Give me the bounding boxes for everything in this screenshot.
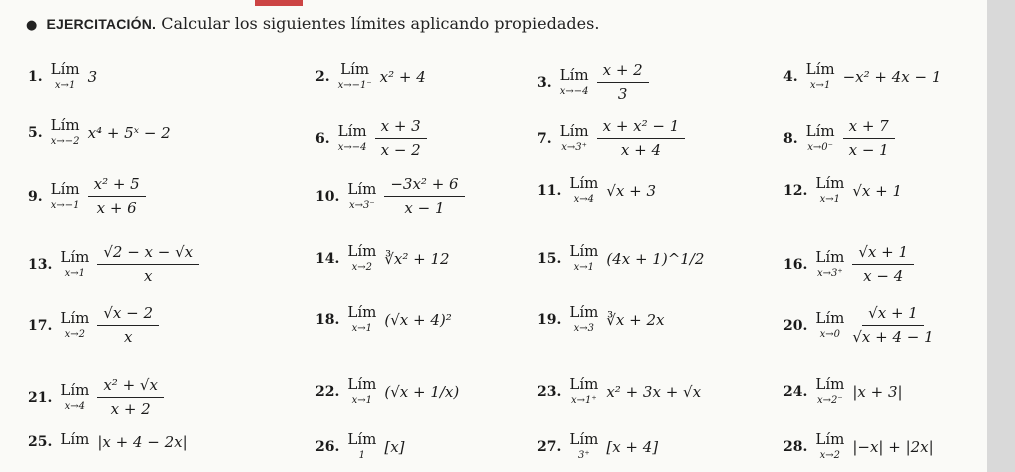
limit-subscript: x→3⁻: [349, 200, 375, 212]
limit-subscript: x→−4: [337, 142, 367, 154]
exercise-item: [28, 244, 199, 286]
fraction: [597, 62, 649, 104]
denominator: x + 6: [96, 199, 137, 218]
header-title: EJERCITACIÓN.: [46, 16, 157, 32]
exercise-item: [28, 377, 164, 419]
limit-operator: [806, 124, 835, 153]
limit-operator: [60, 250, 89, 279]
fraction: [384, 176, 464, 218]
limit-subscript: x→3: [573, 323, 595, 334]
bullet-icon: ●: [26, 18, 38, 33]
fraction: [852, 305, 933, 347]
exercise-number: 9.: [28, 188, 43, 205]
limit-subscript: x→−2: [50, 136, 80, 147]
limit-expression: [x]: [384, 437, 405, 456]
limit-word: Lím: [815, 430, 845, 448]
fraction: [97, 244, 199, 286]
limit-expression: x² + 4: [379, 67, 426, 86]
exercise-item: [783, 305, 934, 347]
exercise-number: 23.: [537, 383, 562, 400]
limit-word: Lím: [815, 174, 845, 192]
limit-word: Lím: [347, 180, 377, 199]
limit-subscript: 3⁺: [578, 450, 590, 461]
limit-subscript: x→4: [573, 194, 595, 205]
exercise-header: [26, 14, 599, 33]
denominator: √x + 4 − 1: [852, 328, 934, 347]
limit-word: Lím: [337, 122, 367, 141]
limit-expression: (√x + 4)²: [384, 310, 452, 329]
limit-subscript: 1: [358, 450, 366, 461]
limit-operator: [347, 182, 376, 211]
limit-subscript: x→3⁺: [561, 142, 587, 154]
exercise-number: 5.: [28, 124, 43, 141]
limit-operator: [347, 377, 376, 406]
exercise-item: [783, 432, 934, 461]
limit-expression: x² + 3x + √x: [606, 382, 702, 401]
exercise-item: [537, 62, 649, 104]
exercise-item: [537, 377, 701, 406]
numerator: x² + √x: [97, 377, 164, 398]
exercise-item: [537, 432, 658, 461]
numerator: −3x² + 6: [384, 176, 464, 197]
limit-expression: √x + 3: [606, 181, 657, 200]
limit-subscript: x→1: [809, 80, 831, 91]
exercise-item: [315, 432, 405, 461]
numerator: x² + 5: [88, 176, 146, 197]
limit-operator: [347, 432, 376, 461]
top-red-mark: [255, 0, 303, 6]
limit-operator: [60, 432, 89, 451]
exercise-item: [315, 305, 452, 334]
limit-word: Lím: [50, 116, 80, 134]
exercise-item: [315, 118, 427, 160]
exercise-number: 26.: [315, 438, 340, 455]
exercise-item: [783, 244, 914, 286]
numerator: √x − 2: [97, 305, 159, 326]
limit-subscript: x→−1: [50, 200, 80, 212]
denominator: x + 2: [110, 400, 151, 419]
fraction: [375, 118, 427, 160]
limit-expression: 3: [87, 67, 98, 86]
limit-operator: [560, 68, 589, 97]
limit-operator: [338, 62, 372, 91]
limit-word: Lím: [815, 248, 845, 267]
limit-word: Lím: [805, 122, 835, 141]
limit-operator: [560, 124, 589, 153]
exercise-number: 13.: [28, 256, 53, 273]
limit-expression: x⁴ + 5ˣ − 2: [87, 123, 171, 142]
limit-word: Lím: [559, 66, 589, 85]
limit-word: Lím: [569, 242, 599, 260]
limit-expression: ∛x + 2x: [606, 310, 665, 329]
limit-word: Lím: [50, 180, 80, 199]
exercise-item: [783, 176, 902, 205]
limit-subscript: x→1: [573, 262, 595, 273]
exercise-item: [537, 305, 664, 334]
limit-operator: [51, 62, 80, 91]
limit-operator: [815, 432, 844, 461]
fraction: [843, 118, 895, 160]
limit-word: Lím: [569, 174, 599, 192]
limit-word: Lím: [347, 242, 377, 260]
denominator: x + 4: [620, 141, 661, 160]
limit-expression: |−x| + |2x|: [852, 437, 934, 456]
limit-subscript: x→2: [819, 450, 841, 461]
denominator: x − 1: [404, 199, 445, 218]
exercise-number: 27.: [537, 438, 562, 455]
limit-expression: −x² + 4x − 1: [842, 67, 942, 86]
numerator: x + 7: [843, 118, 895, 139]
exercise-number: 19.: [537, 311, 562, 328]
limit-operator: [815, 250, 844, 279]
exercise-item: [28, 176, 146, 218]
limit-subscript: x→1: [351, 323, 373, 334]
exercise-number: 21.: [28, 389, 53, 406]
exercise-number: 17.: [28, 317, 53, 334]
exercise-number: 10.: [315, 188, 340, 205]
denominator: x − 2: [380, 141, 421, 160]
limit-expression: |x + 3|: [852, 382, 903, 401]
limit-word: Lím: [340, 60, 370, 78]
limit-expression: (4x + 1)^1/2: [606, 249, 705, 268]
limit-word: Lím: [815, 309, 845, 328]
limit-expression: ∛x² + 12: [384, 249, 450, 268]
limit-expression: √x + 1: [852, 181, 903, 200]
fraction: [97, 305, 159, 347]
limit-subscript: x→3⁺: [817, 268, 843, 280]
limit-expression: (√x + 1/x): [384, 382, 460, 401]
fraction: [852, 244, 914, 286]
fraction: [597, 118, 686, 160]
limit-word: Lím: [60, 248, 90, 267]
limit-subscript: x→1: [819, 194, 841, 205]
limit-operator: [569, 244, 598, 273]
limit-operator: [806, 62, 835, 91]
limit-operator: [569, 432, 598, 461]
exercise-item: [315, 176, 465, 218]
limit-subscript: x→−1⁻: [337, 80, 372, 91]
limit-word: Lím: [347, 430, 377, 448]
exercise-number: 1.: [28, 68, 43, 85]
exercise-number: 20.: [783, 317, 808, 334]
numerator: √x + 1: [862, 305, 924, 326]
limit-subscript: x→2: [351, 262, 373, 273]
limit-word: Lím: [50, 60, 80, 78]
numerator: √2 − x − √x: [97, 244, 199, 265]
limit-operator: [60, 383, 89, 412]
limit-subscript: x→0: [819, 329, 841, 341]
limit-word: Lím: [60, 430, 90, 448]
limit-subscript: x→4: [64, 401, 86, 413]
exercise-item: [28, 62, 97, 91]
exercise-item: [783, 118, 895, 160]
exercise-item: [315, 377, 459, 406]
limit-operator: [569, 176, 598, 205]
exercise-item: [315, 62, 426, 91]
limit-word: Lím: [347, 303, 377, 321]
exercise-item: [537, 244, 704, 273]
limit-word: Lím: [815, 375, 845, 393]
denominator: 3: [617, 85, 628, 104]
limit-subscript: x→1: [54, 80, 76, 91]
exercise-number: 12.: [783, 182, 808, 199]
limit-operator: [815, 311, 844, 340]
fraction: [88, 176, 146, 218]
limit-operator: [51, 182, 80, 211]
exercise-number: 28.: [783, 438, 808, 455]
denominator: x − 1: [848, 141, 889, 160]
denominator: x − 4: [863, 267, 904, 286]
limit-word: Lím: [569, 303, 599, 321]
exercise-number: 2.: [315, 68, 330, 85]
limit-operator: [569, 305, 598, 334]
exercise-item: [28, 432, 188, 451]
limit-subscript: x→1: [64, 268, 86, 280]
limit-operator: [569, 377, 598, 406]
exercise-item: [537, 176, 656, 205]
numerator: x + 3: [375, 118, 427, 139]
limit-word: Lím: [60, 381, 90, 400]
limit-operator: [60, 311, 89, 340]
limit-word: Lím: [559, 122, 589, 141]
exercise-item: [28, 118, 171, 147]
numerator: x + x² − 1: [597, 118, 686, 139]
limit-expression: |x + 4 − 2x|: [97, 432, 188, 451]
limit-word: Lím: [347, 375, 377, 393]
exercise-item: [783, 62, 941, 91]
right-margin: [987, 0, 1015, 472]
limit-subscript: x→1: [351, 395, 373, 406]
limit-operator: [815, 377, 844, 406]
exercise-number: 25.: [28, 433, 53, 450]
limit-operator: [347, 305, 376, 334]
fraction: [97, 377, 164, 419]
exercise-number: 4.: [783, 68, 798, 85]
exercise-number: 7.: [537, 130, 552, 147]
exercise-item: [783, 377, 903, 406]
limit-subscript: x→−4: [559, 86, 589, 98]
limit-word: Lím: [60, 309, 90, 328]
exercise-number: 3.: [537, 74, 552, 91]
limit-operator: [815, 176, 844, 205]
exercise-number: 22.: [315, 383, 340, 400]
limit-subscript: x→1⁺: [571, 395, 597, 406]
header-instruction: Calcular los siguientes límites aplicando propiedades.: [161, 14, 600, 33]
limit-operator: [347, 244, 376, 273]
exercise-number: 15.: [537, 250, 562, 267]
denominator: x: [123, 328, 133, 347]
limit-word: Lím: [569, 430, 599, 448]
limit-operator: [338, 124, 367, 153]
exercise-number: 6.: [315, 130, 330, 147]
numerator: x + 2: [597, 62, 649, 83]
denominator: x: [144, 267, 153, 286]
exercise-number: 8.: [783, 130, 798, 147]
limit-subscript: x→0⁻: [807, 142, 833, 154]
exercise-number: 16.: [783, 256, 808, 273]
limit-word: Lím: [569, 375, 599, 393]
exercise-item: [315, 244, 450, 273]
exercise-number: 11.: [537, 182, 562, 199]
exercise-number: 18.: [315, 311, 340, 328]
limit-operator: [51, 118, 80, 147]
exercise-item: [537, 118, 685, 160]
exercise-item: [28, 305, 159, 347]
exercise-number: 24.: [783, 383, 808, 400]
numerator: √x + 1: [852, 244, 914, 265]
limit-subscript: x→2: [64, 329, 86, 341]
limit-subscript: x→2⁻: [817, 395, 843, 406]
limit-expression: [x + 4]: [606, 437, 659, 456]
exercise-number: 14.: [315, 250, 340, 267]
limit-word: Lím: [805, 60, 835, 78]
